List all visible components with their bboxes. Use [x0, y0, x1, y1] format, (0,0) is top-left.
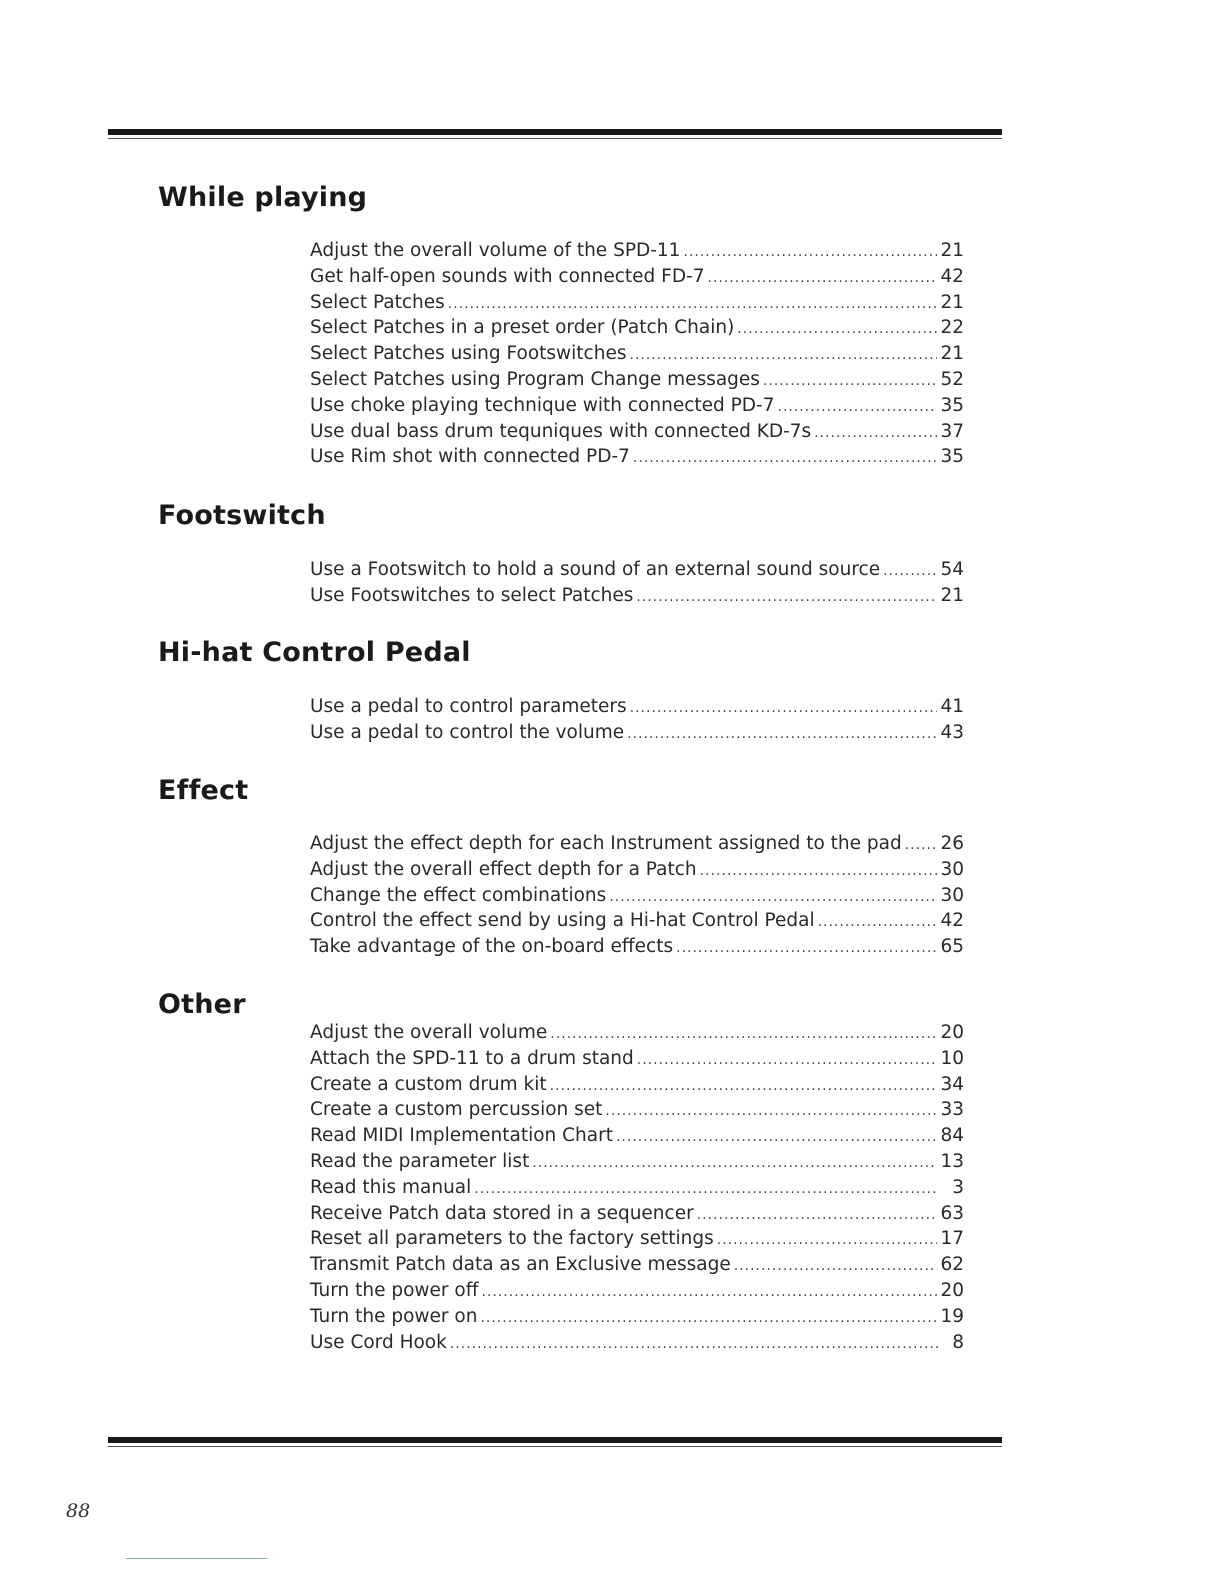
entry-label: Change the effect combinations — [310, 884, 607, 906]
entry-page: 34 — [940, 1073, 964, 1095]
list-item — [310, 1048, 964, 1074]
section-heading-effect: Effect — [158, 775, 249, 806]
entry-label: Select Patches in a preset order (Patch Chain) — [310, 317, 735, 339]
entry-page: 21 — [940, 343, 964, 365]
section-heading-while-playing: While playing — [158, 182, 368, 213]
entry-page: 19 — [940, 1305, 964, 1327]
entry-page: 84 — [940, 1125, 964, 1147]
section-heading-hi-hat-control-pedal: Hi-hat Control Pedal — [158, 637, 471, 668]
entry-label: Select Patches using Program Change messages — [310, 368, 760, 390]
list-item — [310, 859, 964, 885]
entry-label: Turn the power off — [310, 1279, 479, 1301]
entry-list-effect — [310, 833, 964, 962]
entry-page: 52 — [940, 368, 964, 390]
list-item — [310, 1074, 964, 1100]
entry-page: 41 — [940, 696, 964, 717]
entry-label: Create a custom percussion set — [310, 1099, 603, 1121]
entry-label: Use choke playing technique with connected PD-7 — [310, 394, 775, 416]
entry-page: 42 — [940, 910, 964, 932]
entry-label: Use Rim shot with connected PD-7 — [310, 446, 630, 468]
entry-page: 21 — [940, 240, 964, 261]
entry-label: Control the effect send by using a Hi-hat Control Pedal — [310, 910, 815, 932]
list-item — [310, 1203, 964, 1229]
entry-list-footswitch — [310, 559, 964, 611]
entry-label: Adjust the overall effect depth for a Patch — [310, 858, 697, 880]
entry-page: 35 — [940, 394, 964, 416]
entry-page: 37 — [940, 420, 964, 442]
entry-label: Use dual bass drum tequniques with connected KD-7s — [310, 420, 812, 442]
section-heading-other: Other — [158, 989, 246, 1020]
list-item — [310, 885, 964, 911]
list-item — [310, 1099, 964, 1125]
list-item — [310, 1280, 964, 1306]
page-number: 88 — [66, 1500, 91, 1522]
list-item — [310, 421, 964, 447]
top-rule — [108, 129, 1002, 139]
list-item — [310, 1332, 964, 1358]
entry-label: Use Cord Hook — [310, 1331, 447, 1353]
list-item — [310, 1228, 964, 1254]
entry-label: Use a pedal to control parameters — [310, 696, 627, 717]
entry-label: Receive Patch data stored in a sequencer — [310, 1202, 694, 1224]
section-heading-footswitch: Footswitch — [158, 500, 326, 531]
list-item — [310, 936, 964, 962]
list-item — [310, 559, 964, 585]
list-item — [310, 369, 964, 395]
entry-page: 65 — [940, 936, 964, 958]
entry-page: 33 — [940, 1099, 964, 1121]
entry-page: 30 — [940, 884, 964, 906]
entry-page: 62 — [940, 1254, 964, 1276]
entry-page: 20 — [940, 1022, 964, 1043]
list-item — [310, 1254, 964, 1280]
list-item — [310, 317, 964, 343]
entry-label: Read MIDI Implementation Chart — [310, 1125, 613, 1147]
entry-label: Reset all parameters to the factory settings — [310, 1228, 714, 1250]
entry-page: 21 — [940, 291, 964, 313]
entry-label: Transmit Patch data as an Exclusive message — [310, 1254, 731, 1276]
entry-list-while-playing — [310, 240, 964, 472]
entry-page: 43 — [940, 721, 964, 743]
entry-label: Take advantage of the on-board effects — [310, 936, 674, 958]
list-item — [310, 722, 964, 748]
entry-page: 42 — [940, 265, 964, 287]
entry-list-other — [310, 1022, 964, 1357]
list-item — [310, 1151, 964, 1177]
entry-label: Select Patches using Footswitches — [310, 343, 627, 365]
entry-page: 54 — [940, 559, 964, 580]
entry-page: 35 — [940, 446, 964, 468]
entry-page: 21 — [940, 584, 964, 606]
entry-label: Adjust the effect depth for each Instrument assigned to the pad — [310, 833, 902, 854]
list-item — [310, 910, 964, 936]
entry-label: Create a custom drum kit — [310, 1073, 547, 1095]
entry-label: Select Patches — [310, 291, 445, 313]
entry-list-hi-hat-control-pedal — [310, 696, 964, 748]
list-item — [310, 266, 964, 292]
entry-label: Use a pedal to control the volume — [310, 721, 625, 743]
entry-label: Adjust the overall volume of the SPD-11 — [310, 240, 681, 261]
entry-page: 63 — [940, 1202, 964, 1224]
entry-page: 13 — [940, 1150, 964, 1172]
entry-label: Attach the SPD-11 to a drum stand — [310, 1047, 634, 1069]
list-item — [310, 292, 964, 318]
bottom-rule — [108, 1437, 1002, 1447]
entry-label: Read this manual — [310, 1176, 472, 1198]
entry-label: Use a Footswitch to hold a sound of an external sound source — [310, 559, 881, 580]
entry-page: 17 — [940, 1228, 964, 1250]
entry-label: Adjust the overall volume — [310, 1022, 548, 1043]
list-item — [310, 240, 964, 266]
list-item — [310, 1125, 964, 1151]
entry-label: Use Footswitches to select Patches — [310, 584, 634, 606]
list-item — [310, 833, 964, 859]
entry-page: 26 — [940, 833, 964, 854]
entry-page: 3 — [952, 1176, 964, 1198]
entry-page: 30 — [940, 858, 964, 880]
divider — [126, 1558, 267, 1559]
entry-page: 22 — [940, 317, 964, 339]
entry-label: Read the parameter list — [310, 1150, 530, 1172]
list-item — [310, 446, 964, 472]
entry-label: Get half-open sounds with connected FD-7 — [310, 265, 705, 287]
entry-label: Turn the power on — [310, 1305, 478, 1327]
list-item — [310, 395, 964, 421]
list-item — [310, 1306, 964, 1332]
entry-page: 8 — [952, 1331, 964, 1353]
list-item — [310, 343, 964, 369]
list-item — [310, 1022, 964, 1048]
entry-page: 20 — [940, 1279, 964, 1301]
entry-page: 10 — [940, 1047, 964, 1069]
list-item — [310, 1177, 964, 1203]
list-item — [310, 696, 964, 722]
list-item — [310, 585, 964, 611]
